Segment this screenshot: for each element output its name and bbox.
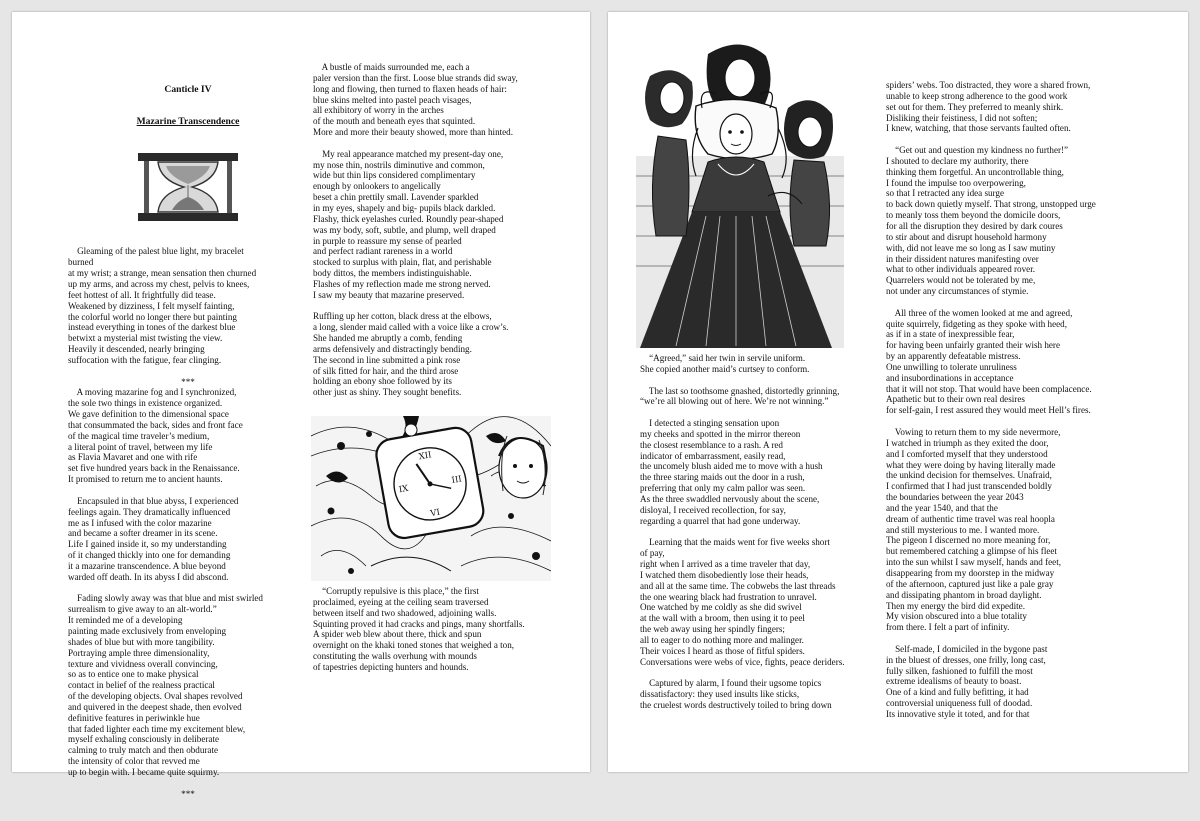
poem-line: We gave definition to the dimensional space <box>68 409 229 420</box>
poem-line: Captured by alarm, I found their ugsome topics <box>640 678 822 689</box>
poem-line: for self-gain, I rest assured they would meet Hell’s fires. <box>886 405 1091 416</box>
section-divider: *** <box>181 788 195 799</box>
poem-line: spiders’ webs. Too distracted, they wore a shared frown, <box>886 80 1091 90</box>
poem-line: overnight on the khaki toned stones that weighed a ton, <box>313 640 515 651</box>
poem-line: arms defensively and distractingly bending. <box>313 343 472 354</box>
poem-line: of tapestries depicting hunters and hounds. <box>313 661 469 672</box>
poem-line: Vowing to return them to my side nevermore, <box>886 427 1061 437</box>
stanza-break <box>68 778 308 789</box>
poem-line: and dissipating phantom in broad daylight. <box>886 589 1042 600</box>
poem-line: proclaimed, eyeing at the ceiling seam traversed <box>313 596 489 607</box>
poem-line: A spider web blew about there, thick and spun <box>313 629 482 640</box>
poem-line: beset a chin prettily small. Lavender sparkled <box>313 192 479 203</box>
poem-line: regarding a quarrel that had gone underway. <box>640 515 801 526</box>
poem-line: Flashes of my reflection made me strong nerved. <box>313 278 491 289</box>
poem-line: One watched by me coldly as she did swivel <box>640 602 802 613</box>
poem-line: and quivered in the deepest shade, then evolved <box>68 701 242 712</box>
svg-text:XII: XII <box>418 450 433 463</box>
poem-line: paler version than the first. Loose blue strands did sway, <box>313 72 518 83</box>
poem-line: the boundaries between the year 2043 <box>886 492 1024 503</box>
poem-line: fully silken, fashioned to fulfill the most <box>886 665 1033 676</box>
poem-line: Fading slowly away was that blue and mist swirled <box>68 593 263 604</box>
poem-line: from there. I felt a part of infinity. <box>886 622 1010 633</box>
poem-line: long and flowing, then turned to flaxen heads of hair: <box>313 83 507 94</box>
canticle-heading: Canticle IV <box>164 83 212 95</box>
hourglass-ornament <box>68 149 308 225</box>
poem-line: burned <box>68 257 94 268</box>
poem-line: all exhibitory of worry in the arches <box>313 105 444 116</box>
poem-line: constituting the walls overhung with mounds <box>313 651 477 662</box>
poem-line: It promised to return me to ancient haunts. <box>68 474 223 485</box>
poem-line: unable to keep strong adherence to the good work <box>886 90 1068 101</box>
poem-line: I found the impulse too overpowering, <box>886 177 1026 188</box>
poem-line: for having been unfairly granted their wish here <box>886 340 1060 351</box>
poem-line: to stir about and disrupt household harmony <box>886 231 1047 242</box>
poem-line: in purple to reassure my sense of pearled <box>313 235 462 246</box>
poem-line: calming to truly match and then obdurate <box>68 745 219 756</box>
right-page <box>608 12 1188 772</box>
poem-line: All three of the women looked at me and agreed, <box>886 307 1073 318</box>
poem-line: blue skins melted into pastel peach visages, <box>313 94 472 105</box>
stanza-break <box>886 416 1176 427</box>
poem-line: I knew, watching, that those servants faulted often. <box>886 123 1071 134</box>
poem-line: quite squirrely, fidgeting as they spoke with heed, <box>886 318 1067 329</box>
poem-line: One of a kind and fully befitting, it had <box>886 687 1029 698</box>
svg-text:IX: IX <box>398 483 410 496</box>
poem-line: wide but thin lips considered complimentary <box>313 170 476 181</box>
poem-line: and I comforted myself that they understood <box>886 448 1048 459</box>
poem-line: extreme idealisms of beauty to boast. <box>886 676 1022 687</box>
poem-line: the uncomely blush aided me to move with a hush <box>640 461 823 472</box>
poem-line: The last so toothsome gnashed, distortedly grinning, <box>640 385 840 396</box>
poem-line: disloyal, I received recollection, for say, <box>640 504 786 515</box>
poem-line: as Flavia Mavaret and one with rife <box>68 452 198 463</box>
poem-line: instead everything in tones of the darkest blue <box>68 322 236 333</box>
poem-line: preferring that only my calm pallor was seen. <box>640 483 806 494</box>
poem-line: surrealism to give away to an alt-world.” <box>68 604 217 615</box>
poem-line: the one wearing black had frustration to unravel. <box>640 591 817 602</box>
poem-line: at the wall with a broom, then using it to peel <box>640 613 805 624</box>
stanza-break <box>886 633 1176 644</box>
poem-line: dream of authentic time travel was real hoopla <box>886 513 1055 524</box>
poem-line: up to begin with. I became quite squirmy. <box>68 766 220 777</box>
column-3 <box>640 353 896 711</box>
poem-line: Life I gained inside it, so my understanding <box>68 539 227 550</box>
clock-face-illustration <box>311 416 551 581</box>
poem-line: “Agreed,” said her twin in servile uniform. <box>640 353 806 363</box>
poem-line: Then my energy the bird did expedite. <box>886 600 1025 611</box>
poem-line: controversial uniqueness full of doodad. <box>886 698 1033 709</box>
poem-line: right when I arrived as a time traveler that day, <box>640 559 811 570</box>
poem-line: of the afternoon, captured just like a pale gray <box>886 578 1054 589</box>
poem-line: I detected a stinging sensation upon <box>640 418 780 429</box>
poem-line: texture and vividness overall convincing, <box>68 658 218 669</box>
poem-line: set five hundred years back in the Renaissance. <box>68 463 240 474</box>
stanza-break <box>313 301 583 312</box>
section-divider: *** <box>181 376 195 387</box>
poem-line: As the three swaddled nervously about the scene, <box>640 493 820 504</box>
poem-line: I watched them disobediently lose their heads, <box>640 569 809 580</box>
poem-line: disappearing from my doorstep in the midway <box>886 567 1055 578</box>
poem-line: shades of blue but with more tangibility. <box>68 636 215 647</box>
poem-line: Flashy, thick eyelashes curled. Roundly pear-shaped <box>313 213 504 224</box>
poem-line: Conversations were webs of vice, fights, peace deriders. <box>640 656 845 667</box>
poem-line: A bustle of maids surrounded me, each a <box>313 62 470 72</box>
poem-line: a long, slender maid called with a voice like a crow’s. <box>313 322 509 333</box>
poem-line: the cruelest words destructively toiled to bring down <box>640 700 832 710</box>
poem-line: the sole two things in existence organized. <box>68 398 223 409</box>
poem-line: painting made exclusively from enveloping <box>68 625 227 636</box>
poem-line: Encapsuled in that blue abyss, I experienced <box>68 495 239 506</box>
poem-line: so that I retracted any idea surge <box>886 188 1005 199</box>
svg-text:VI: VI <box>429 507 441 520</box>
poem-line: and the year 1540, and that the <box>886 502 998 513</box>
poem-line: at my wrist; a strange, mean sensation then churned <box>68 268 257 279</box>
canticle-subheading: Mazarine Transcendence <box>136 116 240 128</box>
poem-line: my nose thin, nostrils diminutive and common, <box>313 159 485 170</box>
poem-line: More and more their beauty showed, more than hinted. <box>313 127 514 138</box>
poem-line: the intensity of color that revved me <box>68 756 200 767</box>
poem-line: the colorful world no longer there but painting <box>68 311 237 322</box>
poem-line: of the mouth and beneath eyes that squinted. <box>313 116 476 127</box>
poem-line: One unwilling to tolerate unruliness <box>886 361 1017 372</box>
poem-line: and still mysterious to me. I wanted more. <box>886 524 1040 535</box>
column-2-bottom <box>313 586 583 673</box>
poem-line: “we’re all blowing out of here. We’re not winning.” <box>640 396 829 407</box>
poem-line: it a mazarine transcendence. A blue beyond <box>68 560 226 571</box>
column-4 <box>886 80 1176 720</box>
poem-line: of the magical time traveler’s medium, <box>68 430 210 441</box>
poem-line: and became a softer dreamer in its scene. <box>68 528 218 539</box>
poem-line: but remembered catching a glimpse of his fleet <box>886 546 1057 557</box>
poem-line: She copied another maid’s curtsey to conform. <box>640 363 810 374</box>
poem-line: the unkind decision for themselves. Unafraid, <box>886 470 1052 481</box>
poem-line: a literal point of travel, between my life <box>68 441 213 452</box>
poem-line: into the sun whilst I saw myself, hands and feet, <box>886 557 1062 568</box>
poem-line: was my body, soft, subtle, and plump, well draped <box>313 224 496 235</box>
stanza-break <box>886 297 1176 308</box>
poem-line: contact in belief of the realness practical <box>68 680 215 691</box>
poem-line: what they were doing by having literally made <box>886 459 1056 470</box>
column-1 <box>68 62 308 821</box>
poem-line: Learning that the maids went for five weeks short <box>640 537 830 548</box>
poem-line: me as I infused with the color mazarine <box>68 517 212 528</box>
stanza-break <box>640 375 896 386</box>
poem-line: I shouted to declare my authority, there <box>886 155 1029 166</box>
poem-line: by an apparently defeatable mistress. <box>886 351 1021 362</box>
poem-line: of the developing objects. Oval shapes revolved <box>68 691 243 702</box>
poem-line: that it will not stop. That would have been complacence. <box>886 383 1092 394</box>
poem-line: “Get out and question my kindness no further!” <box>886 145 1069 156</box>
poem-line: She handed me abruptly a comb, fending <box>313 333 463 344</box>
poem-line: Quarrelers would not be tolerated by me, <box>886 275 1036 286</box>
poem-line: set out for them. They preferred to meanly shirk. <box>886 101 1064 112</box>
poem-line: in their dissident natures manifesting over <box>886 253 1039 264</box>
stanza-break <box>640 667 896 678</box>
poem-line: so as to entice one to make physical <box>68 669 199 680</box>
poem-line: and perfect radiant rareness in a world <box>313 246 453 257</box>
poem-line: between itself and two shadowed, adjoining walls. <box>313 607 497 618</box>
poem-line: my cheeks and spotted in the mirror thereon <box>640 428 801 439</box>
poem-line: Squinting proved it had cracks and pings, many shortfalls. <box>313 618 525 629</box>
poem-line: Disliking their feistiness, I did not soften; <box>886 112 1038 123</box>
poem-line: warded off death. In its abyss I did abscond. <box>68 571 229 582</box>
poem-line: the closest resemblance to a rash. A red <box>640 439 783 450</box>
poem-line: Self-made, I domiciled in the bygone past <box>886 643 1048 654</box>
poem-line: and all at the same time. The cobwebs the last threads <box>640 580 836 591</box>
poem-line: of pay, <box>640 548 665 559</box>
poem-line: Ruffling up her cotton, black dress at the elbows, <box>313 311 492 322</box>
poem-line: feet hottest of all. It frightfully did tease. <box>68 289 216 300</box>
poem-line: Its innovative style it toted, and for that <box>886 708 1030 719</box>
poem-line: the web away using her spindly fingers; <box>640 624 785 635</box>
poem-line: of silk fitted for hair, and the third arose <box>313 365 459 376</box>
poem-line: Portraying ample three dimensionality, <box>68 647 210 658</box>
poem-line: dissatisfactory: they used insults like sticks, <box>640 689 800 700</box>
poem-line: holding an ebony shoe followed by its <box>313 376 452 387</box>
column-1-text <box>68 246 308 799</box>
three-maids-illustration <box>636 36 844 348</box>
poem-line: My vision obscured into a blue totality <box>886 611 1027 622</box>
poem-line: as if in a state of inexpressible fear, <box>886 329 1015 340</box>
poem-line: suffocation with the fatigue, fear clinging. <box>68 354 222 365</box>
stanza-break <box>68 366 308 377</box>
poem-line: in my eyes, shapely and big- pupils black darkled. <box>313 202 496 213</box>
poem-line: of it changed thickly into one for demanding <box>68 550 231 561</box>
poem-line: up my arms, and across my chest, pelvis to knees, <box>68 278 250 289</box>
left-page <box>12 12 590 799</box>
poem-line: indicator of embarrassment, easily read, <box>640 450 786 461</box>
stanza-break <box>313 138 583 149</box>
stanza-break <box>886 134 1176 145</box>
poem-line: thinking them forgetful. An uncontrollable thing, <box>886 166 1064 177</box>
poem-line: and insubordinations in acceptance <box>886 372 1014 383</box>
poem-line: A moving mazarine fog and I synchronized, <box>68 387 237 398</box>
svg-text:III: III <box>450 474 463 487</box>
poem-line: definitive features in periwinkle hue <box>68 712 200 723</box>
poem-line: the three staring maids out the door in a rush, <box>640 472 805 483</box>
poem-line: I confirmed that I had just transcended boldly <box>886 481 1052 492</box>
poem-line: myself exhaling consciously in deliberate <box>68 734 220 745</box>
poem-line: It reminded me of a developing <box>68 615 183 626</box>
poem-line: what to other individuals appeared rover. <box>886 264 1035 275</box>
poem-line: My real appearance matched my present-day one, <box>313 148 504 159</box>
poem-line: feelings again. They dramatically influenced <box>68 506 231 517</box>
poem-line: Weakened by dizziness, I felt myself fainting, <box>68 300 235 311</box>
poem-line: that consummated the back, sides and front face <box>68 419 243 430</box>
poem-line: not under any circumstances of stymie. <box>886 286 1029 297</box>
poem-line: Gleaming of the palest blue light, my bracelet <box>68 246 244 257</box>
poem-line: for all the disruption they desired by dark coures <box>886 220 1063 231</box>
poem-line: The second in line submitted a pink rose <box>313 354 461 365</box>
poem-line: Apathetic but to their own real desires <box>886 394 1025 405</box>
poem-line: betwixt a mysterial mist twisting the view. <box>68 333 223 344</box>
poem-line: I saw my beauty that mazarine preserved. <box>313 289 465 300</box>
poem-line: in the bluest of dresses, one frilly, long cast, <box>886 654 1046 665</box>
stanza-break <box>640 527 896 538</box>
poem-line: with, did not leave me so long as I saw mutiny <box>886 242 1056 253</box>
poem-line: I watched in triumph as they exited the door, <box>886 437 1049 448</box>
poem-line: to back down quietly myself. That strong, unstopped urge <box>886 199 1096 210</box>
poem-line: Their voices I heard as those of fitful spiders. <box>640 645 805 656</box>
poem-line: enough by onlookers to angelically <box>313 181 441 192</box>
poem-line: all to eager to do nothing more and malinger. <box>640 634 804 645</box>
poem-line: stocked to surplus with plain, flat, and perishable <box>313 257 492 268</box>
poem-line: that faded lighter each time my excitement blew, <box>68 723 246 734</box>
poem-line: to meanly toss them beyond the domicile doors, <box>886 210 1061 221</box>
poem-line: “Corruptly repulsive is this place,” the first <box>313 586 479 596</box>
poem-line: The pigeon I discerned no more meaning for, <box>886 535 1051 546</box>
poem-line: body dittos, the members indistinguishable. <box>313 268 472 279</box>
column-2-top <box>313 62 583 398</box>
poem-line: Heavily it descended, nearly bringing <box>68 344 205 355</box>
stanza-break <box>68 583 308 594</box>
stanza-break <box>640 407 896 418</box>
poem-line: other just as shiny. They sought benefits. <box>313 387 462 398</box>
stanza-break <box>68 485 308 496</box>
